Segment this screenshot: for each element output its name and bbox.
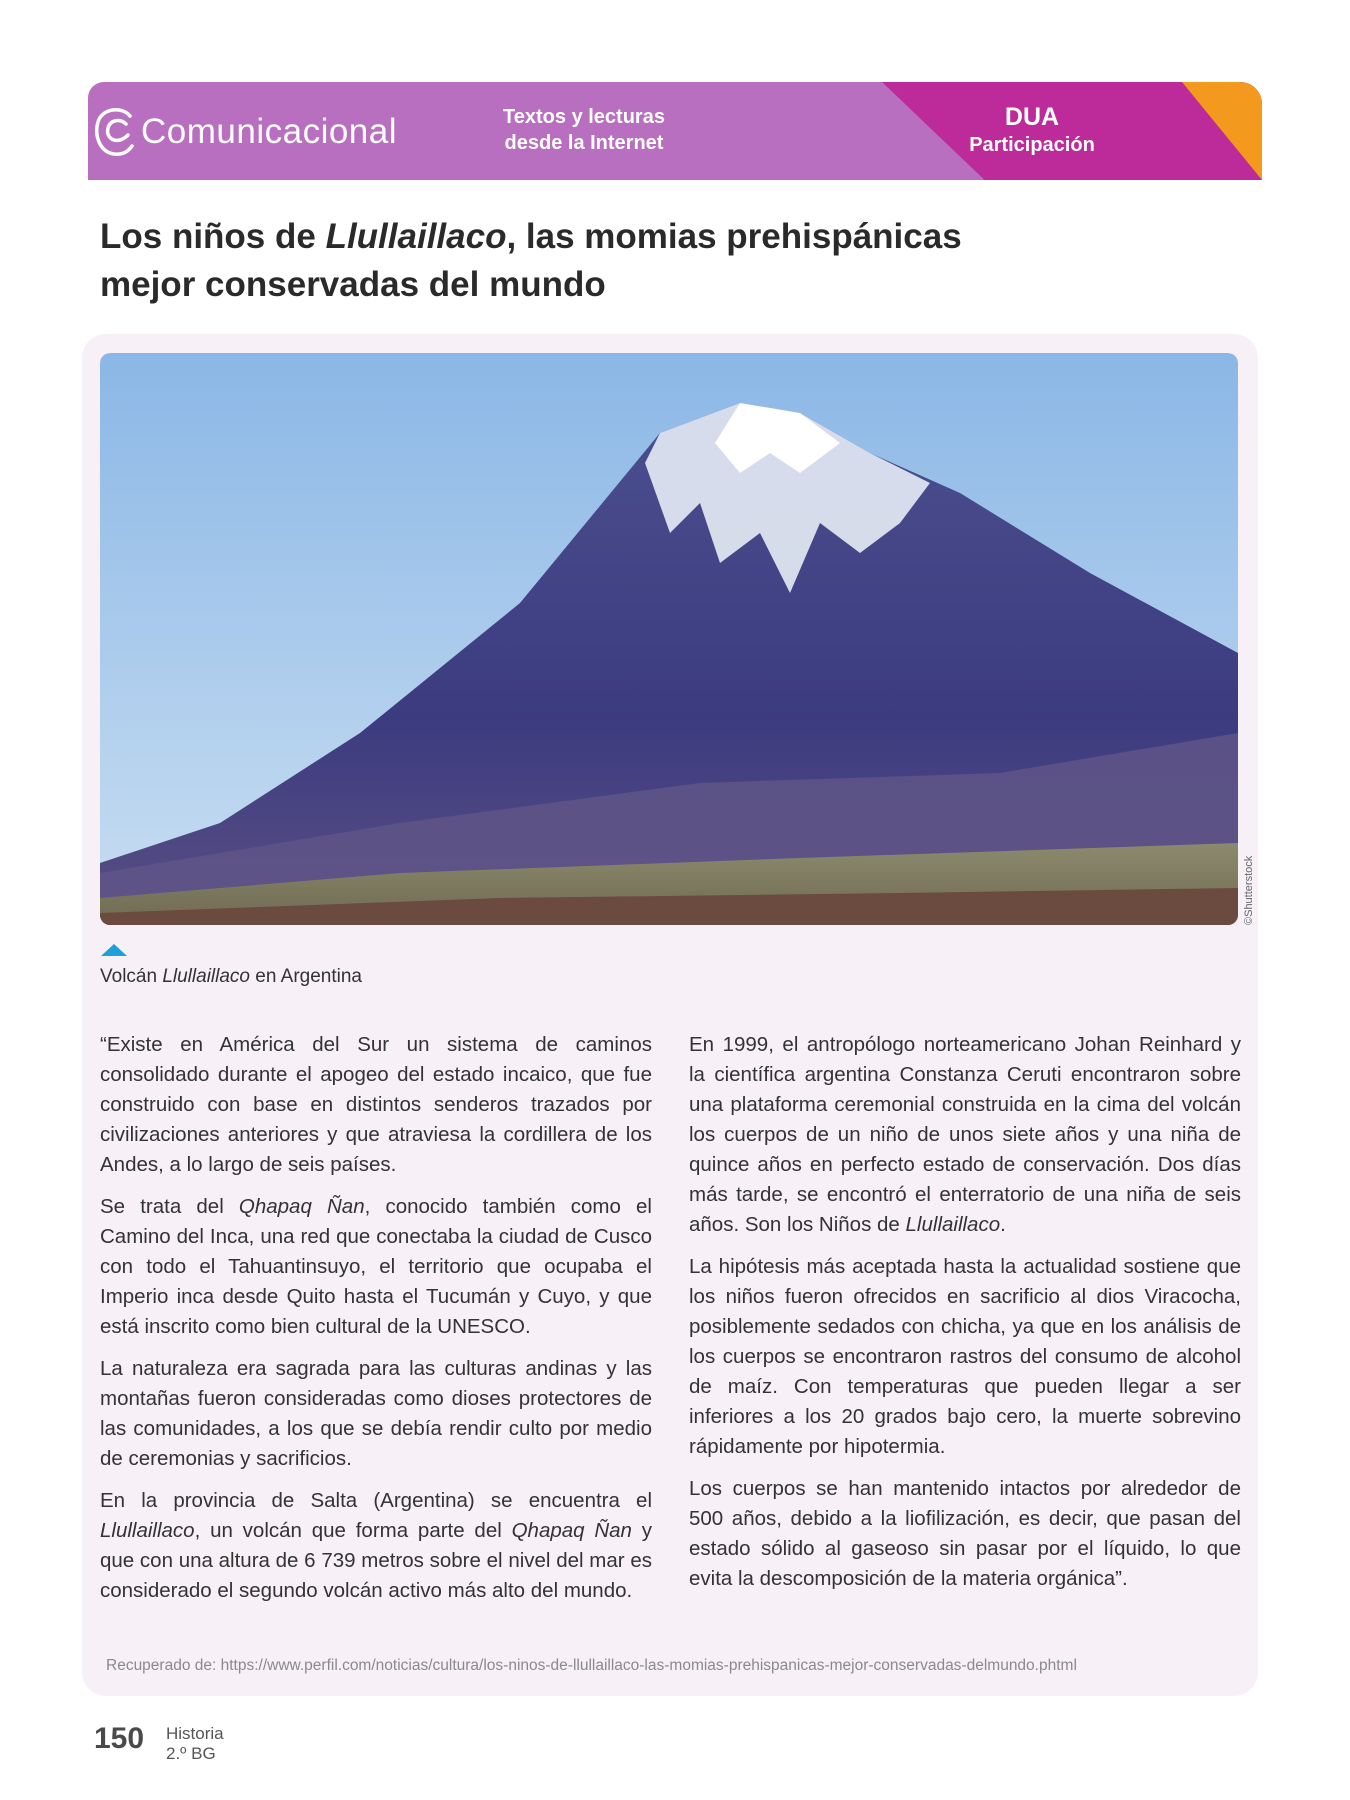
paragraph <box>689 1030 1241 1240</box>
text-span: , conocido también como el Camino del Inca, una red que conectaba la ciudad de Cusco con todo el Tahuantinsuyo, el territorio que ocupaba el Imperio inca desde Quito hasta el Tucumán y Cuyo, y que está inscrito como bien cultural de la UNESCO. <box>100 1195 652 1338</box>
title-part-3: , las momias prehispánicas <box>506 217 962 256</box>
book-info <box>166 1724 224 1764</box>
text-span: y que con una altura de 6 739 metros sobre el nivel del mar es considerado el segundo volcán activo más alto del mundo. <box>100 1519 652 1602</box>
source-citation: Recuperado de: https://www.perfil.com/noticias/cultura/los-ninos-de-llullaillaco-las-momias-prehispanicas-mejor-conservadas-delmundo.phtml <box>106 1657 1077 1674</box>
text-span: . <box>1000 1213 1006 1236</box>
caption-italic: Llullaillaco <box>162 966 250 987</box>
paragraph: Los cuerpos se han mantenido intactos por alrededor de 500 años, debido a la liofilización, es decir, que pasan del estado sólido al gaseoso sin pasar por el líquido, lo que evita la descomposición de la materia orgánica”. <box>689 1477 1241 1590</box>
paragraph: La naturaleza era sagrada para las culturas andinas y las montañas fueron consideradas como dioses protectores de las comunidades, a los que se debía rendir culto por medio de ceremonias y sacrificios. <box>100 1357 652 1470</box>
caption-part-1: Volcán <box>100 966 163 987</box>
text-span: En 1999, el antropólogo norteamericano Johan Reinhard y la científica argentina Constanza Ceruti encontraron sobre una plataforma ceremonial construida en la cima del volcán los cuerpos de un niño de unos siete años y una niña de quince años en perfecto estado de conservación. Dos días más tarde, se encontró el enterratorio de una niña de seis años. Son los Niños de <box>689 1033 1241 1236</box>
title-part-1: Los niños de <box>100 217 326 256</box>
italic-term: Llullaillaco <box>100 1519 195 1542</box>
subject-label: Historia <box>166 1724 224 1743</box>
subtitle-line-2: desde la Internet <box>504 132 664 154</box>
caption-triangle-icon <box>101 944 127 956</box>
text-column-left <box>100 1030 652 1618</box>
dua-subtitle: Participación <box>969 134 1095 156</box>
subtitle-line-1: Textos y lecturas <box>503 106 665 128</box>
italic-term: Qhapaq Ñan <box>238 1195 365 1218</box>
paragraph: “Existe en América del Sur un sistema de caminos consolidado durante el apogeo del estado incaico, que fue construido con base en distintos senderos trazados por civilizaciones anteriores y que atraviesa la cordillera de los Andes, a lo largo de seis países. <box>100 1033 652 1176</box>
paragraph <box>100 1486 652 1606</box>
title-italic: Llullaillaco <box>325 217 507 256</box>
title-line-2: mejor conservadas del mundo <box>100 265 606 304</box>
header-banner <box>88 82 1262 180</box>
text-span: Se trata del <box>100 1195 239 1218</box>
caption-part-2: en Argentina <box>250 966 362 987</box>
brand-label: Comunicacional <box>141 112 398 151</box>
text-column-right <box>689 1030 1241 1606</box>
dua-title: DUA <box>1004 103 1060 131</box>
page-title <box>100 213 1000 309</box>
comunicacional-icon <box>92 104 136 160</box>
dua-label <box>952 102 1112 158</box>
volcano-photo <box>100 353 1238 925</box>
text-span: En la provincia de Salta (Argentina) se encuentra el <box>100 1489 652 1512</box>
text-span: , un volcán que forma parte del <box>194 1519 512 1542</box>
section-subtitle <box>484 104 684 156</box>
paragraph <box>100 1192 652 1342</box>
paragraph: La hipótesis más aceptada hasta la actualidad sostiene que los niños fueron ofrecidos en sacrificio al dios Viracocha, posiblemente sedados con chicha, ya que en los análisis de los cuerpos se encontraron rastros del consumo de alcohol de maíz. Con temperaturas que pueden llegar a ser inferiores a los 20 grados bajo cero, la muerte sobrevino rápidamente por hipotermia. <box>689 1255 1241 1458</box>
grade-label: 2.º BG <box>166 1744 216 1763</box>
page-number: 150 <box>94 1722 145 1755</box>
italic-term: Qhapaq Ñan <box>511 1519 632 1542</box>
italic-term: Llullaillaco <box>905 1213 1001 1236</box>
photo-credit: ©Shutterstock <box>1243 855 1255 925</box>
photo-caption <box>100 966 362 988</box>
